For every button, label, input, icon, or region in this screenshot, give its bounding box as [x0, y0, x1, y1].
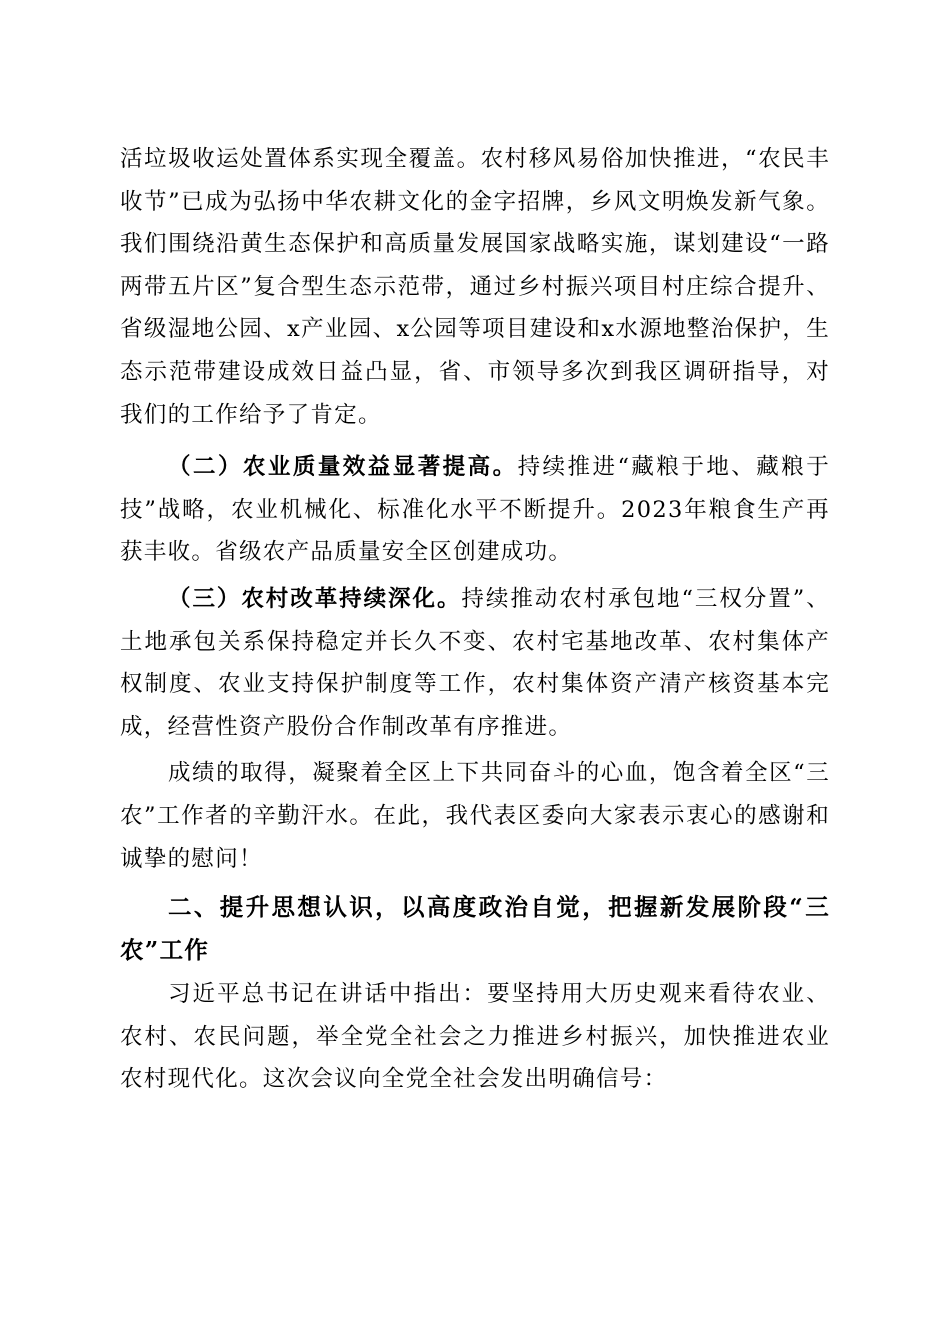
section-heading-two [120, 886, 830, 971]
subheading-rural-reform: （三）农村改革持续深化。 [168, 585, 462, 612]
paragraph-speech-quote [120, 973, 830, 1101]
subheading-agriculture-quality: （二）农业质量效益显著提高。 [168, 454, 518, 481]
paragraph-text: 活垃圾收运处置体系实现全覆盖。农村移风易俗加快推进，“农民丰收节”已成为弘扬中华农耕文化的金字招牌，乡风文明焕发新气象。我们围绕沿黄生态保护和高质量发展国家战略实施，谋划建设“一路两带五片区”复合型生态示范带，通过乡村振兴项目村庄综合提升、省级湿地公园、x产业园、x公园等项目建设和x水源地整治保护，生态示范带建设成效日益凸显，省、市领导多次到我区调研指导，对我们的工作给予了肯定。 [120, 146, 830, 428]
paragraph-ecology-achievements [120, 138, 830, 436]
document-body [120, 138, 830, 1101]
paragraph-text: 习近平总书记在讲话中指出：要坚持用大历史观来看待农业、农村、农民问题，举全党全社会之力推进乡村振兴，加快推进农业农村现代化。这次会议向全党全社会发出明确信号： [120, 981, 830, 1093]
paragraph-agriculture-quality [120, 446, 830, 574]
section-heading-text: 二、提升思想认识，以高度政治自觉，把握新发展阶段“三农”工作 [120, 893, 830, 964]
paragraph-rural-reform [120, 578, 830, 748]
paragraph-text: 持续推进“藏粮于地、藏粮于技”战略，农业机械化、标准化水平不断提升。2023年粮食生产再获丰收。省级农产品质量安全区创建成功。 [120, 454, 831, 566]
paragraph-text: 持续推动农村承包地“三权分置”、土地承包关系保持稳定并长久不变、农村宅基地改革、农村集体产权制度、农业支持保护制度等工作，农村集体资产清产核资基本完成，经营性资产股份合作制改革有序推进。 [120, 585, 830, 740]
paragraph-text: 成绩的取得，凝聚着全区上下共同奋斗的心血，饱含着全区“三农”工作者的辛勤汗水。在此，我代表区委向大家表示衷心的感谢和诚挚的慰问！ [120, 760, 830, 872]
paragraph-gratitude [120, 752, 830, 880]
